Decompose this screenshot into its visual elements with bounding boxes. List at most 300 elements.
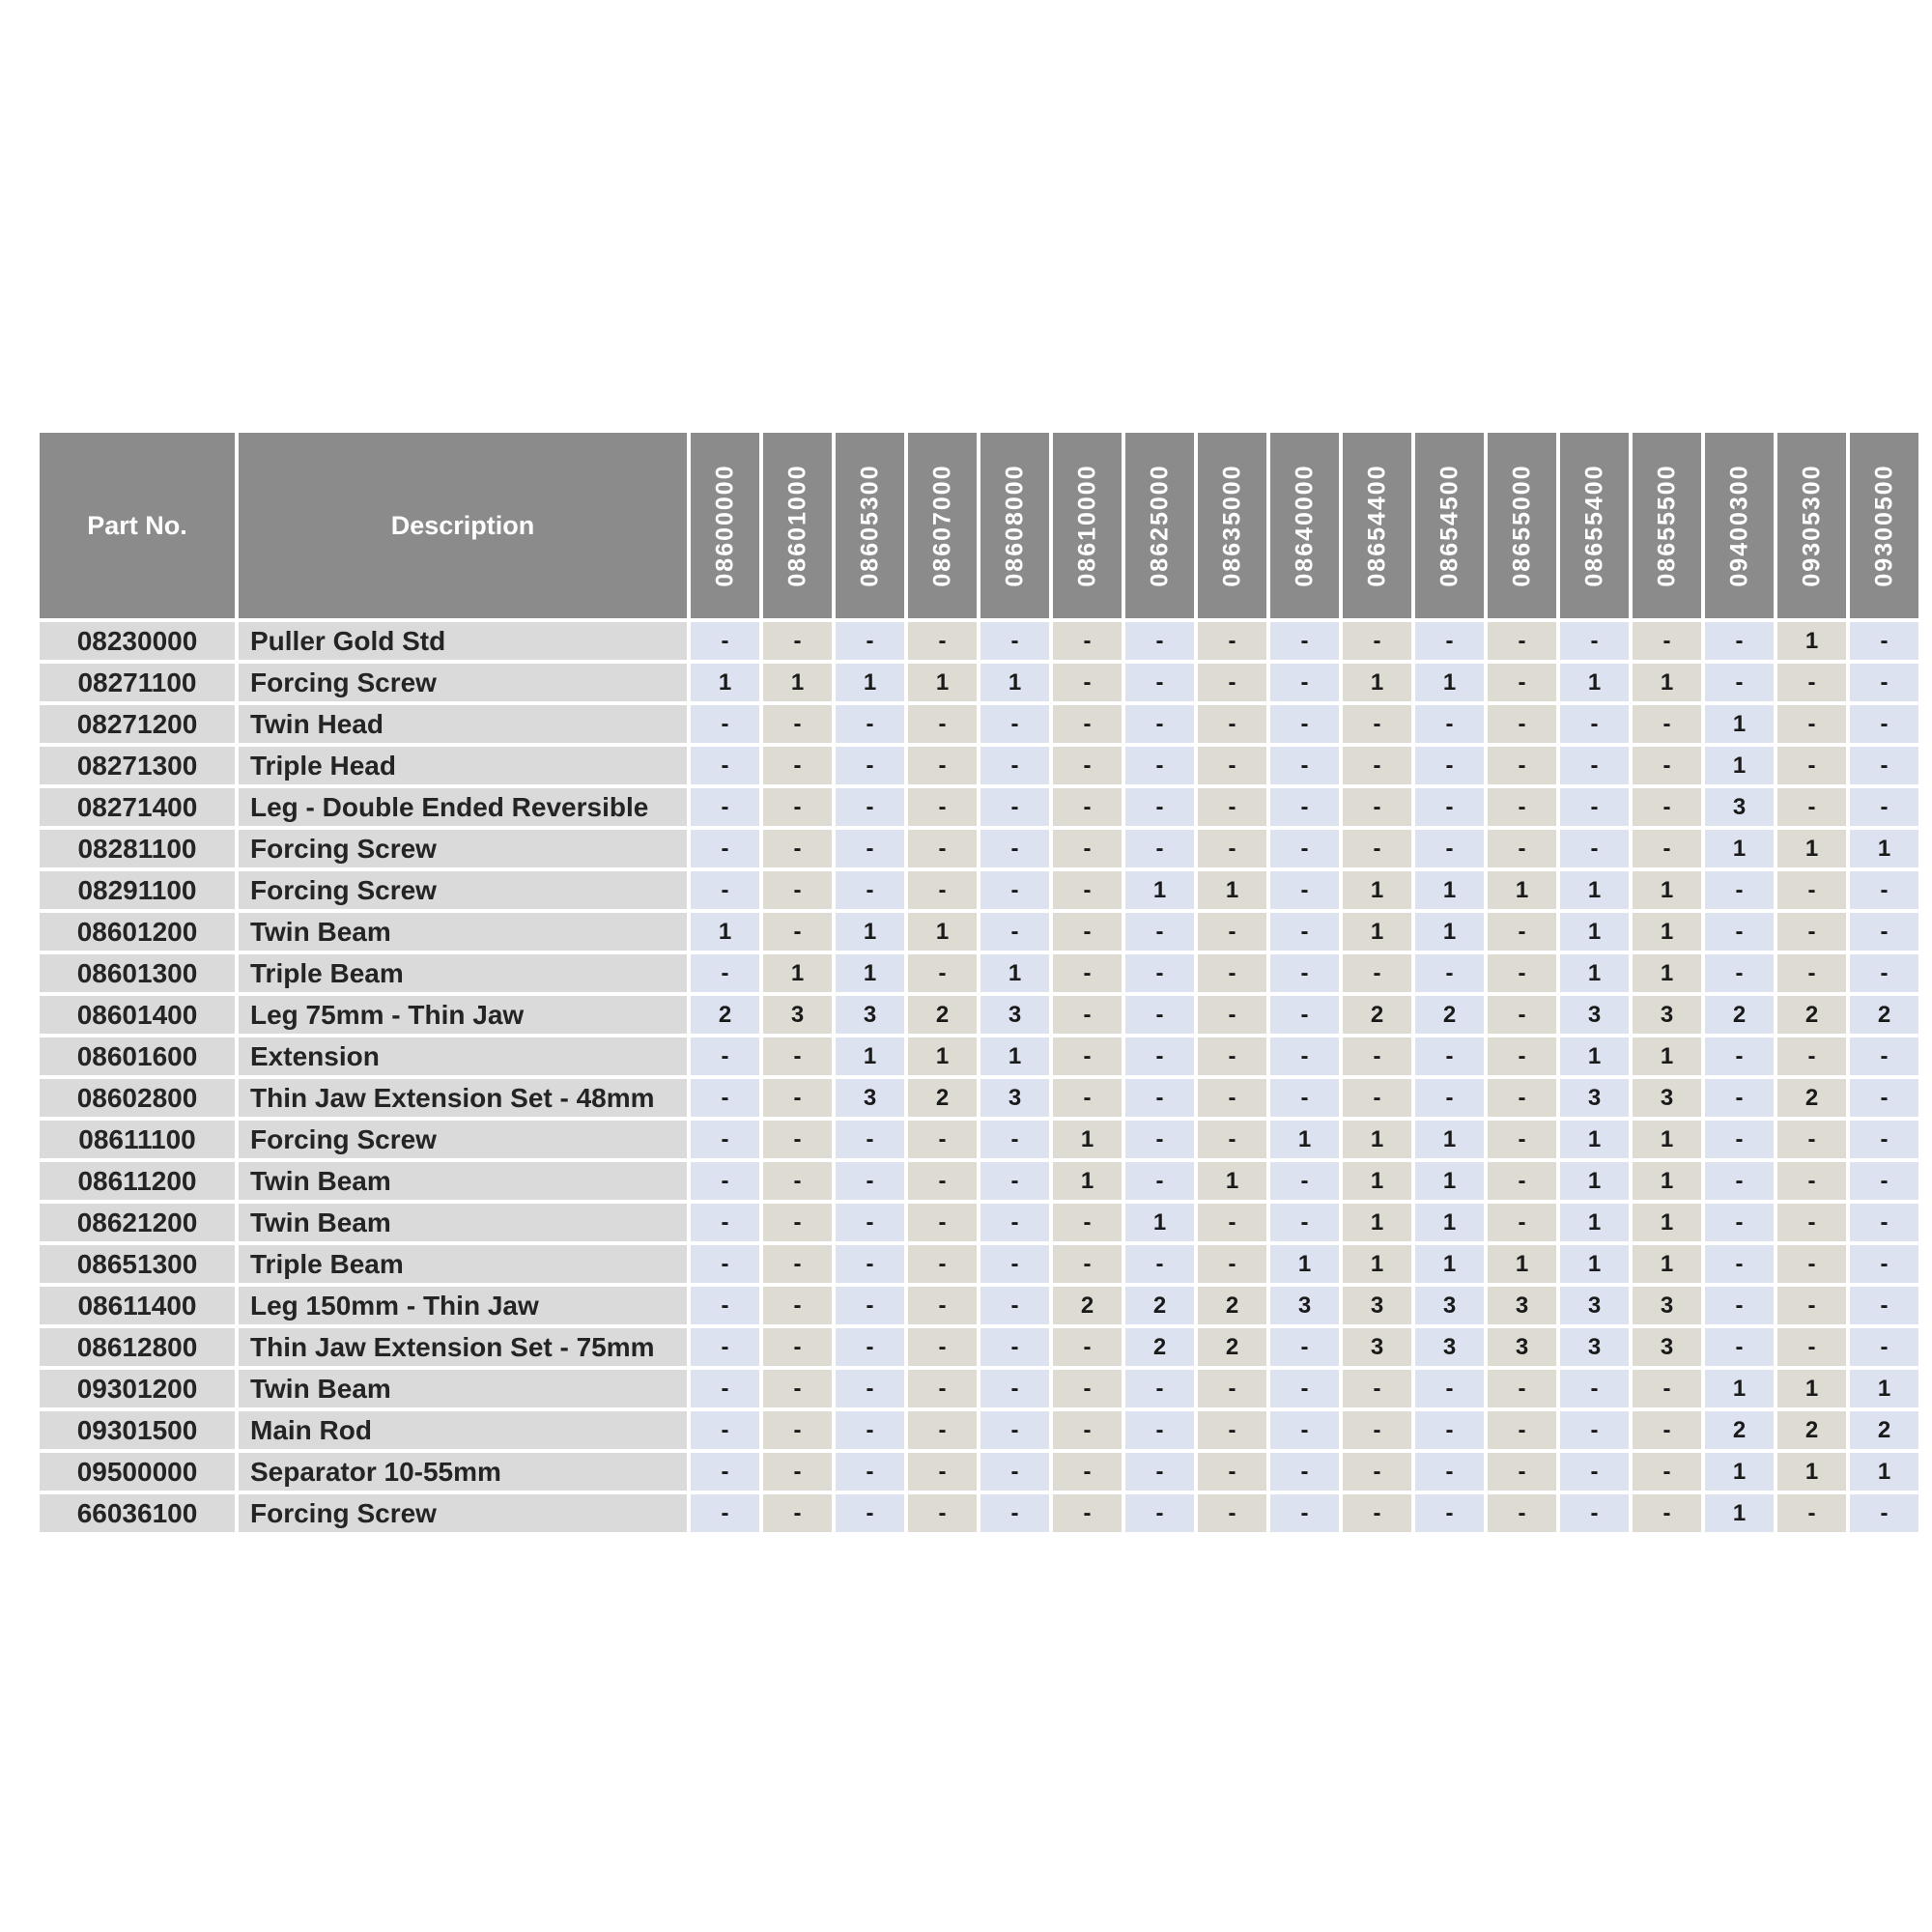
qty-cell: 1 [1777, 1453, 1846, 1491]
product-column-header [763, 433, 832, 618]
qty-cell: 2 [1705, 1411, 1774, 1449]
qty-cell: - [763, 1079, 832, 1117]
part-no-cell: 08601300 [40, 954, 235, 992]
qty-cell: - [1198, 1453, 1266, 1491]
qty-cell: - [1125, 788, 1194, 826]
part-no-cell: 08291100 [40, 871, 235, 909]
qty-cell: - [980, 788, 1049, 826]
qty-cell: - [1705, 913, 1774, 951]
qty-cell: 1 [1415, 1162, 1484, 1200]
qty-cell: - [1488, 1411, 1556, 1449]
qty-cell: - [908, 1494, 977, 1532]
qty-cell: - [1053, 871, 1122, 909]
qty-cell: - [980, 1245, 1049, 1283]
table-row [40, 913, 1918, 951]
qty-cell: - [836, 1287, 904, 1324]
qty-cell: - [1488, 747, 1556, 784]
qty-cell: - [1488, 705, 1556, 743]
qty-cell: 1 [1850, 1370, 1918, 1407]
qty-cell: 1 [1705, 1453, 1774, 1491]
product-column-header [1850, 433, 1918, 618]
qty-cell: - [1705, 1037, 1774, 1075]
qty-cell: - [1850, 664, 1918, 701]
qty-cell: 1 [1415, 913, 1484, 951]
qty-cell: - [980, 622, 1049, 660]
qty-cell: 2 [1198, 1287, 1266, 1324]
qty-cell: 1 [1198, 1162, 1266, 1200]
qty-cell: - [1270, 664, 1339, 701]
qty-cell: 1 [1705, 705, 1774, 743]
qty-cell: 1 [1777, 1370, 1846, 1407]
qty-cell: - [1705, 1245, 1774, 1283]
qty-cell: - [1777, 1494, 1846, 1532]
qty-cell: - [1777, 1204, 1846, 1241]
qty-cell: - [1343, 1370, 1411, 1407]
product-column-header [1343, 433, 1411, 618]
qty-cell: - [691, 1121, 759, 1158]
qty-cell: - [1850, 705, 1918, 743]
qty-cell: 1 [1633, 1162, 1701, 1200]
qty-cell: - [1777, 871, 1846, 909]
qty-cell: - [691, 1453, 759, 1491]
qty-cell: - [980, 1287, 1049, 1324]
qty-cell: - [1488, 1121, 1556, 1158]
qty-cell: - [1053, 1494, 1122, 1532]
qty-cell: - [1488, 664, 1556, 701]
qty-cell: - [836, 1328, 904, 1366]
qty-cell: - [691, 1204, 759, 1241]
qty-cell: 1 [1415, 1204, 1484, 1241]
product-code-label: 09300500 [1870, 464, 1897, 587]
qty-cell: 1 [1705, 1370, 1774, 1407]
qty-cell: - [1053, 622, 1122, 660]
part-no-cell: 08611100 [40, 1121, 235, 1158]
qty-cell: - [1198, 1204, 1266, 1241]
qty-cell: - [1850, 788, 1918, 826]
part-no-cell: 08271400 [40, 788, 235, 826]
header-row [40, 433, 1918, 618]
table-row [40, 1037, 1918, 1075]
part-no-cell: 08271200 [40, 705, 235, 743]
qty-cell: - [1343, 788, 1411, 826]
qty-cell: 1 [1850, 1453, 1918, 1491]
qty-cell: - [1343, 1079, 1411, 1117]
qty-cell: - [1705, 1204, 1774, 1241]
qty-cell: - [1125, 1370, 1194, 1407]
qty-cell: - [1777, 954, 1846, 992]
part-no-cell: 08611200 [40, 1162, 235, 1200]
product-code-label: 08600000 [711, 464, 738, 587]
qty-cell: - [1125, 954, 1194, 992]
qty-cell: - [1125, 1079, 1194, 1117]
qty-cell: - [691, 871, 759, 909]
qty-cell: - [1633, 788, 1701, 826]
qty-cell: - [1777, 664, 1846, 701]
qty-cell: - [908, 1411, 977, 1449]
qty-cell: - [1777, 913, 1846, 951]
qty-cell: - [836, 747, 904, 784]
qty-cell: - [1488, 996, 1556, 1034]
qty-cell: - [763, 1370, 832, 1407]
qty-cell: - [980, 747, 1049, 784]
qty-cell: - [1343, 1411, 1411, 1449]
qty-cell: - [763, 1328, 832, 1366]
qty-cell: - [908, 705, 977, 743]
qty-cell: - [763, 1287, 832, 1324]
qty-cell: 1 [1125, 871, 1194, 909]
table-row [40, 1453, 1918, 1491]
description-cell: Forcing Screw [239, 871, 687, 909]
qty-cell: - [691, 1037, 759, 1075]
qty-cell: - [1415, 1453, 1484, 1491]
qty-cell: - [1125, 705, 1194, 743]
qty-cell: - [980, 1494, 1049, 1532]
qty-cell: - [763, 788, 832, 826]
qty-cell: - [1053, 705, 1122, 743]
qty-cell: - [691, 954, 759, 992]
qty-cell: - [763, 1494, 832, 1532]
table-row [40, 664, 1918, 701]
qty-cell: - [1270, 1411, 1339, 1449]
qty-cell: - [1705, 1287, 1774, 1324]
description-cell: Thin Jaw Extension Set - 75mm [239, 1328, 687, 1366]
qty-cell: 1 [1270, 1245, 1339, 1283]
qty-cell: - [1633, 1453, 1701, 1491]
qty-cell: - [980, 830, 1049, 867]
qty-cell: 1 [1560, 1121, 1629, 1158]
qty-cell: - [1850, 871, 1918, 909]
qty-cell: - [691, 705, 759, 743]
qty-cell: 2 [1053, 1287, 1122, 1324]
qty-cell: 1 [980, 1037, 1049, 1075]
qty-cell: - [1270, 788, 1339, 826]
qty-cell: 1 [691, 913, 759, 951]
qty-cell: - [1198, 996, 1266, 1034]
qty-cell: 1 [836, 664, 904, 701]
qty-cell: - [908, 1287, 977, 1324]
product-column-header [980, 433, 1049, 618]
table-row [40, 1328, 1918, 1366]
qty-cell: - [836, 1245, 904, 1283]
qty-cell: - [763, 1453, 832, 1491]
qty-cell: - [1125, 1411, 1194, 1449]
qty-cell: - [1850, 622, 1918, 660]
qty-cell: 1 [1488, 1245, 1556, 1283]
qty-cell: - [1270, 622, 1339, 660]
qty-cell: 3 [1343, 1287, 1411, 1324]
qty-cell: - [1198, 913, 1266, 951]
qty-cell: - [691, 1162, 759, 1200]
product-code-label: 08640000 [1291, 464, 1318, 587]
qty-cell: - [908, 830, 977, 867]
qty-cell: - [1198, 1121, 1266, 1158]
part-no-cell: 08601600 [40, 1037, 235, 1075]
qty-cell: - [836, 622, 904, 660]
qty-cell: - [1198, 747, 1266, 784]
parts-compatibility-table [36, 429, 1922, 1536]
qty-cell: - [1053, 1204, 1122, 1241]
qty-cell: 2 [1777, 1079, 1846, 1117]
qty-cell: - [691, 830, 759, 867]
qty-cell: - [836, 1370, 904, 1407]
product-column-header [1415, 433, 1484, 618]
qty-cell: - [1053, 830, 1122, 867]
product-code-label: 08654400 [1363, 464, 1390, 587]
qty-cell: 2 [1343, 996, 1411, 1034]
product-column-header [1270, 433, 1339, 618]
description-cell: Leg - Double Ended Reversible [239, 788, 687, 826]
qty-cell: 1 [1560, 913, 1629, 951]
qty-cell: - [1415, 1037, 1484, 1075]
qty-cell: - [908, 1204, 977, 1241]
qty-cell: 1 [1705, 830, 1774, 867]
qty-cell: - [1415, 1494, 1484, 1532]
qty-cell: - [1777, 1328, 1846, 1366]
qty-cell: - [1198, 830, 1266, 867]
qty-cell: - [1270, 1079, 1339, 1117]
part-no-cell: 09500000 [40, 1453, 235, 1491]
qty-cell: - [980, 1121, 1049, 1158]
qty-cell: - [691, 747, 759, 784]
qty-cell: - [763, 705, 832, 743]
qty-cell: - [1270, 1162, 1339, 1200]
qty-cell: - [1125, 1453, 1194, 1491]
table-row [40, 1162, 1918, 1200]
qty-cell: - [1560, 747, 1629, 784]
qty-cell: - [1198, 954, 1266, 992]
product-column-header [1705, 433, 1774, 618]
qty-cell: - [836, 1494, 904, 1532]
qty-cell: - [836, 1121, 904, 1158]
qty-cell: - [1270, 1037, 1339, 1075]
qty-cell: - [763, 1162, 832, 1200]
table-row [40, 1494, 1918, 1532]
table-row [40, 788, 1918, 826]
qty-cell: 1 [1343, 1245, 1411, 1283]
qty-cell: - [1415, 788, 1484, 826]
qty-cell: - [1633, 622, 1701, 660]
qty-cell: - [1343, 1453, 1411, 1491]
product-code-label: 08654500 [1435, 464, 1463, 587]
qty-cell: - [1270, 830, 1339, 867]
qty-cell: 2 [1415, 996, 1484, 1034]
qty-cell: - [1053, 788, 1122, 826]
qty-cell: - [1850, 913, 1918, 951]
qty-cell: 3 [763, 996, 832, 1034]
qty-cell: - [1270, 1370, 1339, 1407]
qty-cell: - [836, 1204, 904, 1241]
qty-cell: 1 [1198, 871, 1266, 909]
qty-cell: - [1633, 747, 1701, 784]
qty-cell: - [1850, 1245, 1918, 1283]
qty-cell: - [1415, 1411, 1484, 1449]
qty-cell: - [1198, 705, 1266, 743]
description-cell: Leg 150mm - Thin Jaw [239, 1287, 687, 1324]
qty-cell: 1 [1343, 913, 1411, 951]
part-no-cell: 08611400 [40, 1287, 235, 1324]
qty-cell: 2 [1850, 1411, 1918, 1449]
qty-cell: - [1270, 954, 1339, 992]
table-row [40, 954, 1918, 992]
qty-cell: 1 [1560, 1037, 1629, 1075]
description-cell: Twin Head [239, 705, 687, 743]
qty-cell: 1 [1053, 1162, 1122, 1200]
qty-cell: - [1270, 1204, 1339, 1241]
qty-cell: - [1488, 913, 1556, 951]
qty-cell: - [763, 1204, 832, 1241]
qty-cell: - [1705, 1328, 1774, 1366]
qty-cell: 3 [1560, 996, 1629, 1034]
qty-cell: - [1488, 830, 1556, 867]
qty-cell: - [763, 913, 832, 951]
description-cell: Twin Beam [239, 1204, 687, 1241]
description-cell: Forcing Screw [239, 1121, 687, 1158]
qty-cell: - [1053, 1037, 1122, 1075]
table-row [40, 871, 1918, 909]
qty-cell: - [763, 622, 832, 660]
product-code-label: 08607000 [928, 464, 955, 587]
qty-cell: 1 [1705, 1494, 1774, 1532]
qty-cell: - [836, 705, 904, 743]
qty-cell: - [1488, 788, 1556, 826]
qty-cell: 1 [1343, 664, 1411, 701]
qty-cell: - [1125, 622, 1194, 660]
qty-cell: 1 [1053, 1121, 1122, 1158]
qty-cell: - [980, 1453, 1049, 1491]
qty-cell: - [1125, 913, 1194, 951]
qty-cell: - [836, 788, 904, 826]
qty-cell: 1 [1777, 830, 1846, 867]
table-row [40, 622, 1918, 660]
description-cell: Thin Jaw Extension Set - 48mm [239, 1079, 687, 1117]
qty-cell: - [1777, 1245, 1846, 1283]
description-cell: Extension [239, 1037, 687, 1075]
qty-cell: - [836, 1411, 904, 1449]
table-row [40, 1121, 1918, 1158]
qty-cell: 1 [1633, 664, 1701, 701]
qty-cell: 1 [1415, 664, 1484, 701]
qty-cell: 3 [1633, 996, 1701, 1034]
product-code-label: 09305300 [1798, 464, 1825, 587]
qty-cell: - [1560, 830, 1629, 867]
qty-cell: 2 [1777, 996, 1846, 1034]
part-no-cell: 08230000 [40, 622, 235, 660]
part-no-header: Part No. [40, 433, 235, 618]
qty-cell: 1 [836, 1037, 904, 1075]
qty-cell: - [1488, 1204, 1556, 1241]
qty-cell: - [1850, 1121, 1918, 1158]
qty-cell: 1 [908, 1037, 977, 1075]
part-no-cell: 08602800 [40, 1079, 235, 1117]
qty-cell: - [1633, 705, 1701, 743]
qty-cell: - [1633, 1370, 1701, 1407]
product-column-header [1633, 433, 1701, 618]
qty-cell: - [1560, 1411, 1629, 1449]
qty-cell: - [908, 1453, 977, 1491]
qty-cell: - [1198, 788, 1266, 826]
qty-cell: - [908, 622, 977, 660]
qty-cell: - [1705, 1079, 1774, 1117]
qty-cell: - [1415, 1079, 1484, 1117]
qty-cell: 2 [1198, 1328, 1266, 1366]
qty-cell: - [691, 622, 759, 660]
table-row [40, 1411, 1918, 1449]
qty-cell: - [1198, 1079, 1266, 1117]
product-column-header [1488, 433, 1556, 618]
qty-cell: - [1125, 1037, 1194, 1075]
qty-cell: - [1125, 996, 1194, 1034]
description-cell: Twin Beam [239, 913, 687, 951]
qty-cell: 1 [763, 954, 832, 992]
qty-cell: - [1198, 1411, 1266, 1449]
qty-cell: 1 [1633, 954, 1701, 992]
part-no-cell: 08612800 [40, 1328, 235, 1366]
qty-cell: - [1633, 1411, 1701, 1449]
qty-cell: - [1343, 705, 1411, 743]
table-row [40, 830, 1918, 867]
qty-cell: 3 [980, 996, 1049, 1034]
qty-cell: 2 [908, 996, 977, 1034]
qty-cell: 3 [1488, 1328, 1556, 1366]
qty-cell: 2 [1125, 1287, 1194, 1324]
description-cell: Separator 10-55mm [239, 1453, 687, 1491]
qty-cell: - [1850, 1328, 1918, 1366]
part-no-cell: 09301200 [40, 1370, 235, 1407]
qty-cell: - [1198, 664, 1266, 701]
qty-cell: - [1198, 1245, 1266, 1283]
part-no-cell: 08601400 [40, 996, 235, 1034]
qty-cell: - [1270, 747, 1339, 784]
qty-cell: - [908, 1370, 977, 1407]
product-code-label: 08610000 [1073, 464, 1100, 587]
qty-cell: 1 [1270, 1121, 1339, 1158]
qty-cell: 2 [1125, 1328, 1194, 1366]
description-cell: Forcing Screw [239, 664, 687, 701]
qty-cell: - [1488, 1162, 1556, 1200]
product-code-label: 08655500 [1653, 464, 1680, 587]
qty-cell: - [1777, 1037, 1846, 1075]
qty-cell: - [1777, 1162, 1846, 1200]
qty-cell: - [1560, 1370, 1629, 1407]
qty-cell: 3 [1633, 1328, 1701, 1366]
product-column-header [836, 433, 904, 618]
qty-cell: 2 [1777, 1411, 1846, 1449]
qty-cell: - [1777, 788, 1846, 826]
qty-cell: - [836, 871, 904, 909]
qty-cell: 1 [1633, 1121, 1701, 1158]
qty-cell: - [1053, 996, 1122, 1034]
qty-cell: - [1488, 622, 1556, 660]
qty-cell: - [908, 788, 977, 826]
part-no-cell: 08601200 [40, 913, 235, 951]
table-row [40, 996, 1918, 1034]
qty-cell: - [1777, 1121, 1846, 1158]
product-code-label: 08605300 [856, 464, 883, 587]
qty-cell: 1 [908, 664, 977, 701]
qty-cell: - [1053, 1453, 1122, 1491]
qty-cell: - [1198, 1037, 1266, 1075]
qty-cell: - [1705, 871, 1774, 909]
qty-cell: - [691, 1411, 759, 1449]
product-column-header [1560, 433, 1629, 618]
qty-cell: - [1415, 954, 1484, 992]
qty-cell: 1 [1343, 871, 1411, 909]
table-row [40, 1245, 1918, 1283]
product-code-label: 08655000 [1508, 464, 1535, 587]
qty-cell: 1 [1633, 1037, 1701, 1075]
product-column-header [691, 433, 759, 618]
qty-cell: 1 [1560, 1162, 1629, 1200]
